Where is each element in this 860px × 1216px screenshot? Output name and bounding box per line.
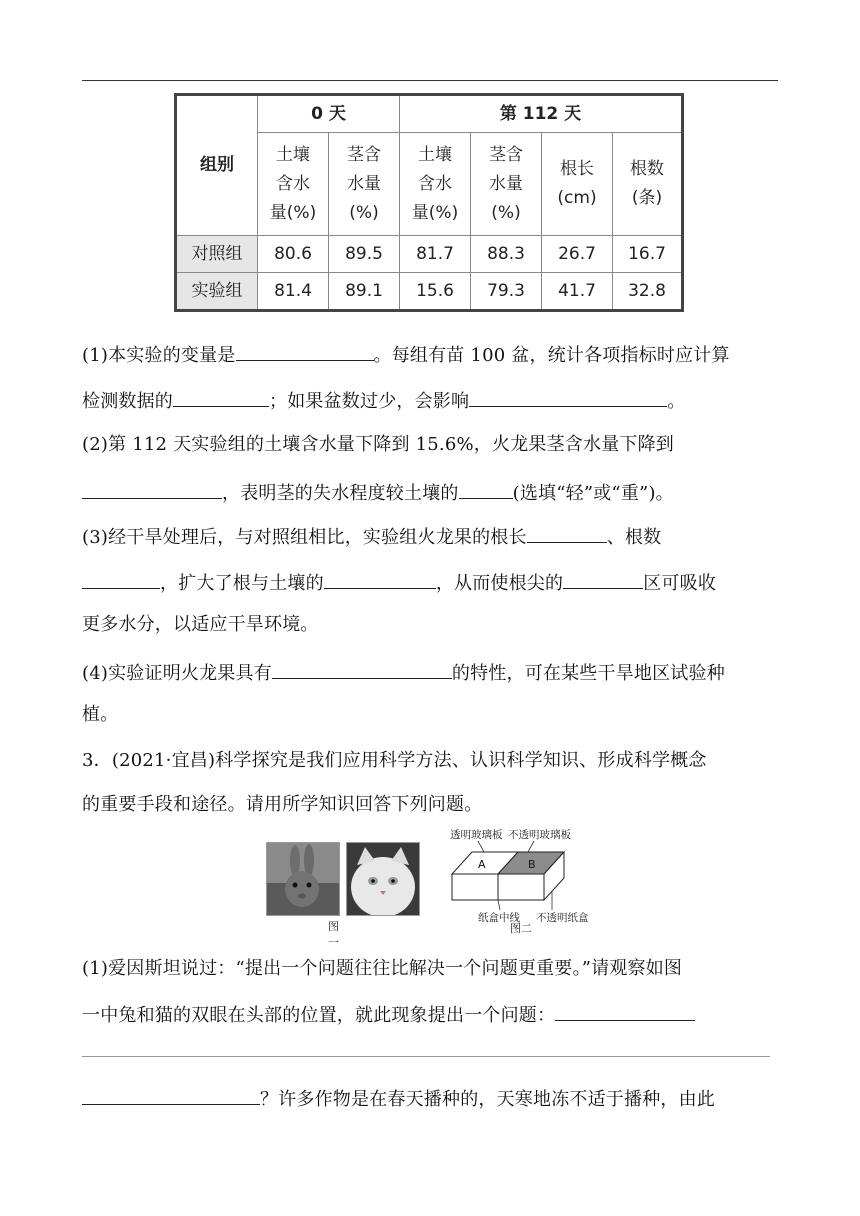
table-cell: 81.7 (400, 236, 471, 273)
row-label: 对照组 (176, 236, 258, 273)
answer-blank[interactable] (82, 480, 222, 499)
q4-line2: 植。 (82, 704, 119, 725)
table-row (176, 273, 683, 311)
answer-blank[interactable] (459, 480, 513, 499)
table-cell: 89.1 (329, 273, 400, 311)
q2-line1: (2)第 112 天实验组的土壤含水量下降到 15.6%，火龙果茎含水量下降到 (82, 434, 674, 455)
stem-water-112-header: 茎含 水量 (%) (471, 133, 542, 236)
q2-line2: ，表明茎的失水程度较土壤的 (选填“轻”或“重”)。 (82, 480, 674, 505)
label-box: 不透明纸盒 (536, 912, 589, 924)
table-cell: 41.7 (542, 273, 613, 311)
label-opaque: 不透明玻璃板 (508, 829, 571, 841)
answer-blank[interactable] (469, 388, 667, 407)
table-cell: 16.7 (613, 236, 683, 273)
top-rule (82, 80, 778, 81)
answer-blank[interactable] (236, 342, 374, 361)
answer-blank[interactable] (555, 1002, 695, 1021)
figure-1-caption: 图一 (328, 920, 339, 949)
root-count-header: 根数 (条) (613, 133, 683, 236)
label-midline: 纸盒中线 (478, 912, 520, 924)
q4-line1: (4)实验证明火龙果具有 的特性，可在某些干旱地区试验种 (82, 660, 725, 685)
group-header: 组别 (176, 95, 258, 236)
label-b: B (528, 858, 536, 871)
q1-line2: 检测数据的 ；如果盆数过少，会影响 。 (82, 388, 685, 413)
row-label: 实验组 (176, 273, 258, 311)
p3q1-line1: (1)爱因斯坦说过：“提出一个问题往往比解决一个问题更重要。”请观察如图 (82, 958, 683, 979)
q3-line2: ，扩大了根与土壤的 ，从而使根尖的 区可吸收 (82, 570, 716, 595)
answer-blank[interactable] (82, 570, 160, 589)
answer-blank[interactable] (324, 570, 436, 589)
label-a: A (478, 858, 486, 871)
table-cell: 26.7 (542, 236, 613, 273)
table-row (176, 236, 683, 273)
table-cell: 80.6 (258, 236, 329, 273)
stem-water-0-header: 茎含 水量 (%) (329, 133, 400, 236)
answer-line[interactable] (82, 1056, 770, 1057)
figure-2 (448, 826, 608, 930)
cat-image (346, 842, 420, 916)
table-cell: 88.3 (471, 236, 542, 273)
soil-water-112-header: 土壤 含水 量(%) (400, 133, 471, 236)
root-length-header: 根长 (cm) (542, 133, 613, 236)
p3-line1: 3．(2021·宜昌)科学探究是我们应用科学方法、认识科学知识、形成科学概念 (82, 750, 707, 771)
p3q1-line3: ？许多作物是在春天播种的，天寒地冻不适于播种，由此 (82, 1086, 715, 1111)
rabbit-image (266, 842, 340, 916)
p3q1-line2: 一中兔和猫的双眼在头部的位置，就此现象提出一个问题： (82, 1002, 695, 1027)
data-table (174, 93, 684, 312)
table-cell: 89.5 (329, 236, 400, 273)
answer-blank[interactable] (82, 1086, 260, 1105)
q3-line3: 更多水分，以适应干旱环境。 (82, 614, 319, 635)
answer-blank[interactable] (527, 524, 607, 543)
q3-line1: (3)经干旱处理后，与对照组相比，实验组火龙果的根长 、根数 (82, 524, 661, 549)
label-transparent: 透明玻璃板 (450, 829, 503, 841)
day0-header: 0 天 (258, 95, 400, 133)
p3-line2: 的重要手段和途径。请用所学知识回答下列问题。 (82, 794, 483, 815)
day112-header: 第 112 天 (400, 95, 683, 133)
answer-blank[interactable] (173, 388, 269, 407)
table-cell: 79.3 (471, 273, 542, 311)
table-cell: 15.6 (400, 273, 471, 311)
q1-line1: (1)本实验的变量是 。每组有苗 100 盆，统计各项指标时应计算 (82, 342, 730, 367)
table-cell: 32.8 (613, 273, 683, 311)
soil-water-0-header: 土壤 含水 量(%) (258, 133, 329, 236)
answer-blank[interactable] (563, 570, 643, 589)
answer-blank[interactable] (272, 660, 452, 679)
table-cell: 81.4 (258, 273, 329, 311)
figure-2-caption: 图二 (510, 922, 532, 935)
